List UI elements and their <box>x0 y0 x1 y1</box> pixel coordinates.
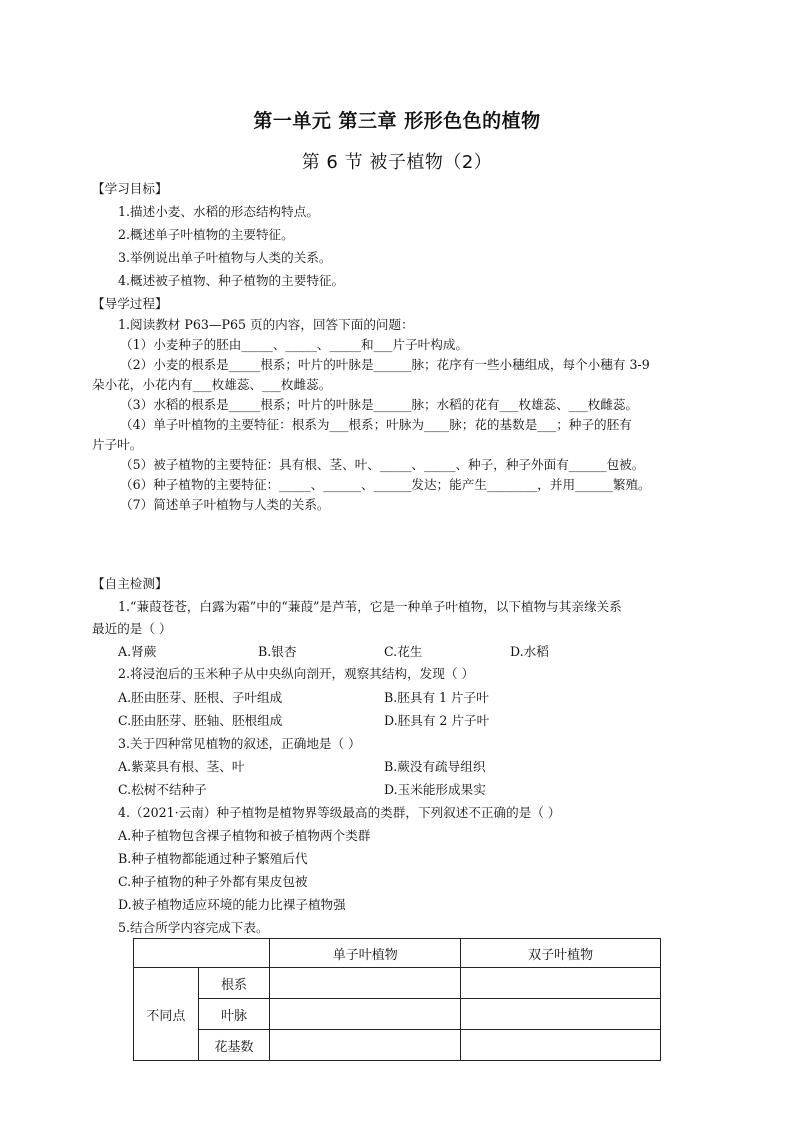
question-4: 4.（2021·云南）种子植物是植物界等级最高的类群，下列叙述不正确的是（ ） <box>118 805 561 820</box>
option: B.种子植物都能通过种子繁殖后代 <box>118 851 308 866</box>
process-line: （5）被子植物的主要特征：具有根、茎、叶、_____、_____、种子，种子外面有______包被。 <box>120 457 645 472</box>
section-title: 第 6 节 被子植物（2） <box>301 152 493 173</box>
option: A.种子植物包含裸子植物和被子植物两个类群 <box>118 828 371 843</box>
option: A.胚由胚芽、胚根、子叶组成 <box>118 690 283 705</box>
goal-item: 1.描述小麦、水稻的形态结构特点。 <box>118 204 319 219</box>
process-line: （7）简述单子叶植物与人类的关系。 <box>120 497 330 512</box>
comparison-table <box>133 938 661 1061</box>
process-line: （4）单子叶植物的主要特征：根系为___根系；叶脉为____脉；花的基数是___；种子的胚有 <box>120 417 632 432</box>
table-corner-cell <box>134 939 270 968</box>
unit-title: 第一单元 第三章 形形色色的植物 <box>253 110 541 132</box>
question-5: 5.结合所学内容完成下表。 <box>118 920 269 935</box>
process-line: 片子叶。 <box>92 437 143 452</box>
process-line: （1）小麦种子的胚由_____、_____、_____和___片子叶构成。 <box>120 337 469 352</box>
option: D.胚具有 2 片子叶 <box>384 713 490 728</box>
goals-heading: 【学习目标】 <box>92 181 168 196</box>
goal-item: 4.概述被子植物、种子植物的主要特征。 <box>118 273 345 288</box>
option: D.水稻 <box>510 644 549 659</box>
option: D.玉米能形成果实 <box>384 782 486 797</box>
goal-item: 3.举例说出单子叶植物与人类的关系。 <box>118 250 332 265</box>
process-line: （3）水稻的根系是_____根系；叶片的叶脉是______脉；水稻的花有___枚雄蕊、___枚雌蕊。 <box>120 397 639 412</box>
option: D.被子植物适应环境的能力比裸子植物强 <box>118 897 346 912</box>
option: C.花生 <box>384 644 423 659</box>
row-label: 根系 <box>198 968 270 999</box>
option: B.蕨没有疏导组织 <box>384 759 486 774</box>
option: B.银杏 <box>258 644 297 659</box>
process-line: （2）小麦的根系是_____根系；叶片的叶脉是______脉；花序有一些小穗组成，每个小穗有 3-9 <box>120 357 650 372</box>
option: A.紫菜具有根、茎、叶 <box>118 759 245 774</box>
question-1: 1.“蒹葭苍苍，白露为霜”中的“蒹葭”是芦苇，它是一种单子叶植物，以下植物与其亲缘关系 <box>118 599 622 614</box>
option: B.胚具有 1 片子叶 <box>384 690 489 705</box>
process-line: （6）种子植物的主要特征：_____、______、______发达；能产生________，并用______繁殖。 <box>120 477 651 492</box>
group-label: 不同点 <box>134 968 199 1061</box>
answer-cell[interactable] <box>270 999 461 1030</box>
option: C.松树不结种子 <box>118 782 207 797</box>
process-line: 1.阅读教材 P63—P65 页的内容，回答下面的问题： <box>118 317 414 332</box>
option: C.胚由胚芽、胚轴、胚根组成 <box>118 713 283 728</box>
column-header: 单子叶植物 <box>270 939 461 968</box>
check-heading: 【自主检测】 <box>92 576 168 591</box>
process-line: 朵小花，小花内有___枚雄蕊、___枚雌蕊。 <box>92 377 332 392</box>
answer-cell[interactable] <box>461 999 661 1030</box>
goal-item: 2.概述单子叶植物的主要特征。 <box>118 227 294 242</box>
answer-cell[interactable] <box>461 1030 661 1061</box>
option: C.种子植物的种子外都有果皮包被 <box>118 874 308 889</box>
question-2: 2.将浸泡后的玉米种子从中央纵向剖开，观察其结构，发现（ ） <box>118 666 475 681</box>
question-3: 3.关于四种常见植物的叙述，正确地是（ ） <box>118 736 361 751</box>
option: A.肾蕨 <box>118 644 157 659</box>
row-label: 花基数 <box>198 1030 270 1061</box>
process-heading: 【导学过程】 <box>92 296 168 311</box>
answer-cell[interactable] <box>270 968 461 999</box>
column-header: 双子叶植物 <box>461 939 661 968</box>
answer-cell[interactable] <box>461 968 661 999</box>
row-label: 叶脉 <box>198 999 270 1030</box>
answer-cell[interactable] <box>270 1030 461 1061</box>
question-1-cont: 最近的是（ ） <box>92 621 172 636</box>
